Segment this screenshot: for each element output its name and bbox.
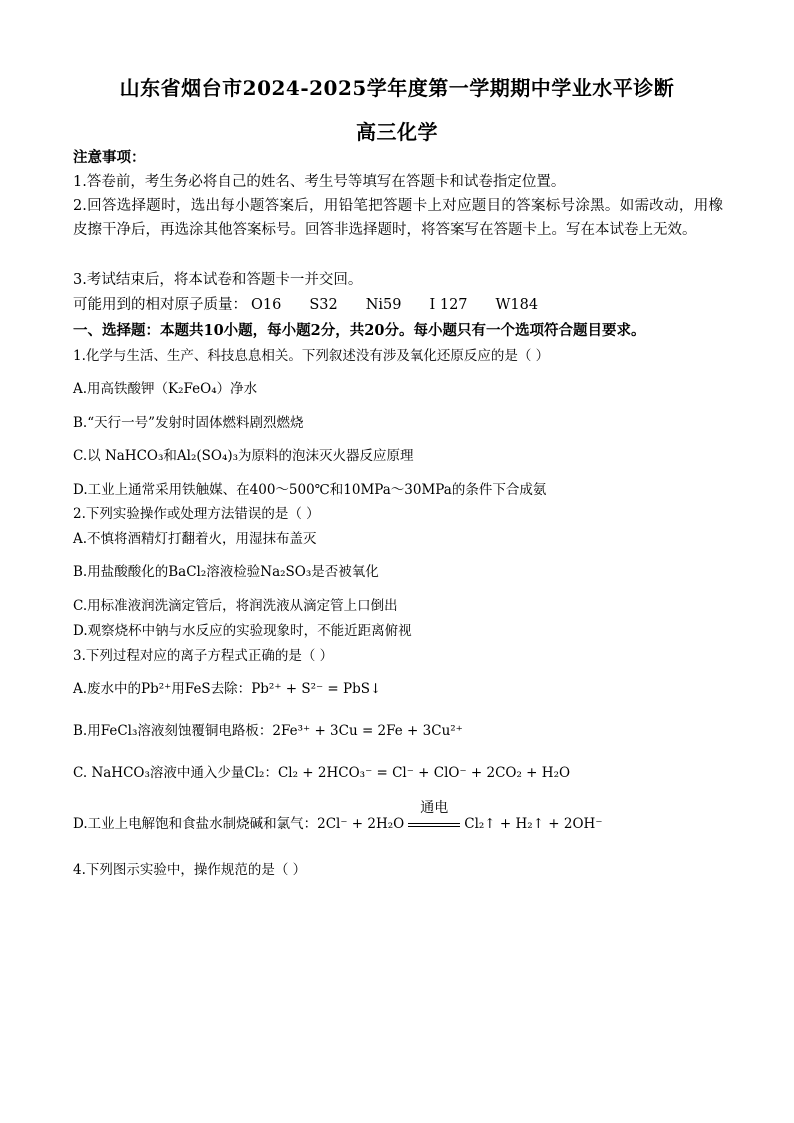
q4-stem: 4.下列图示实验中，操作规范的是（ ） [73,862,307,878]
q2-b-formula-2: Na₂SO₃ [260,564,312,580]
q3-option-a [73,677,723,701]
q1-c-text: C.以 [73,448,101,464]
q2-option-c: C.用标准液润洗滴定管后，将润洗液从滴定管上口倒出 [73,598,398,614]
q3-c-gas: Cl₂ [244,765,265,781]
q1-a-text: A.用高铁酸钾（ [73,381,169,397]
atomic-masses-label: 可能用到的相对原子质量： [73,297,247,313]
mass-i: I 127 [429,297,468,313]
mass-s: S32 [309,297,338,313]
q3-c-text-2: 溶液中通入少量 [149,765,245,781]
q2-b-text: B.用盐酸酸化的 [73,564,169,580]
mass-ni: Ni59 [365,297,402,313]
q1-option-b: B.“天行一号”发射时固体燃料剧烈燃烧 [73,415,304,431]
q1-option-d [73,478,723,502]
q3-option-d [73,800,723,836]
q1-d-pressure: 10MPa～30MPa [343,482,452,498]
q2-option-a: A.不慎将酒精灯打翻着火，用湿抹布盖灭 [73,531,317,547]
q1-d-text-2: 和 [329,482,344,498]
mass-o: O16 [251,297,282,313]
electrolysis-condition [404,800,464,836]
q1-stem: 1.化学与生活、生产、科技息息相关。下列叙述没有涉及氧化还原反应的是（ ） [73,348,550,364]
q1-option-a [73,377,723,401]
q1-d-temperature: 400～500℃ [249,482,330,498]
q2-stem: 2.下列实验操作或处理方法错误的是（ ） [73,506,320,522]
q3-a-text: A.废水中的 [73,681,142,697]
q1-c-formula-1: NaHCO₃ [104,448,164,464]
q3-c-equation: Cl₂ + 2HCO₃⁻ = Cl⁻ + ClO⁻ + 2CO₂ + H₂O [277,765,571,781]
section-heading: 一、选择题：本题共10小题，每小题2分，共20分。每小题只有一个选项符合题目要求。 [73,322,646,339]
note-item-3: 3.考试结束后，将本试卷和答题卡一并交回。 [73,272,363,288]
q3-b-equation: 2Fe³⁺ + 3Cu = 2Fe + 3Cu²⁺ [272,723,463,739]
q3-b-formula: FeCl₃ [100,723,138,739]
q2-b-text-3: 是否被氧化 [311,564,379,580]
q1-d-text-3: 的条件下合成氨 [451,482,547,498]
q1-c-text-2: 和 [163,448,177,464]
q3-d-equation-right: Cl₂↑ + H₂↑ + 2OH⁻ [464,816,603,832]
q3-d-equation-left: 2Cl⁻ + 2H₂O [317,816,405,832]
q2-b-formula-1: BaCl₂ [168,564,207,580]
q1-c-formula-2: Al₂(SO₄)₃ [176,448,239,464]
q3-b-text: B.用 [73,723,101,739]
q2-option-b [73,560,723,584]
q3-option-c [73,761,723,785]
q3-stem: 3.下列过程对应的离子方程式正确的是（ ） [73,648,334,664]
q1-c-text-3: 为原料的泡沫灭火器反应原理 [238,448,414,464]
q3-option-b [73,719,723,743]
exam-title: 山东省烟台市2024-2025学年度第一学期期中学业水平诊断 [119,76,675,100]
note-item-2: 2.回答选择题时，选出每小题答案后，用铅笔把答题卡上对应题目的答案标号涂黑。如需改动，用橡皮擦干净后，再选涂其他答案标号。回答非选择题时，将答案写在答题卡上。写在本试卷上无效。 [73,198,723,238]
notes-heading: 注意事项： [73,149,146,166]
exam-subtitle: 高三化学 [356,120,438,144]
q3-a-equation: Pb²⁺ + S²⁻ = PbS↓ [251,681,382,697]
q2-option-d: D.观察烧杯中钠与水反应的实验现象时，不能近距离俯视 [73,623,412,639]
equals-bar [408,823,460,827]
q3-c-text-3: ： [264,765,278,781]
q1-option-c [73,444,723,468]
q2-b-text-2: 溶液检验 [206,564,261,580]
q3-a-text-3: 去除： [210,681,252,697]
q3-a-text-2: 用 [171,681,185,697]
q3-c-text: C. [73,765,92,781]
q3-a-formula: FeS [184,681,211,697]
q3-c-formula: NaHCO₃ [91,765,150,781]
q1-a-formula: K₂FeO₄ [168,381,217,397]
atomic-masses [73,293,723,317]
note-item-1: 1.答卷前，考生务必将自己的姓名、考生号等填写在答题卡和试卷指定位置。 [73,174,566,190]
q3-d-condition: 通电 [420,800,449,816]
q3-d-text: D.工业上电解饱和食盐水制烧碱和氯气： [73,816,318,832]
q1-a-text-2: ）净水 [216,381,258,397]
mass-w: W184 [495,297,539,313]
q3-a-ion: Pb²⁺ [141,681,172,697]
q1-d-text: D.工业上通常采用铁触媒、在 [73,482,250,498]
q3-b-text-2: 溶液刻蚀覆铜电路板： [137,723,273,739]
